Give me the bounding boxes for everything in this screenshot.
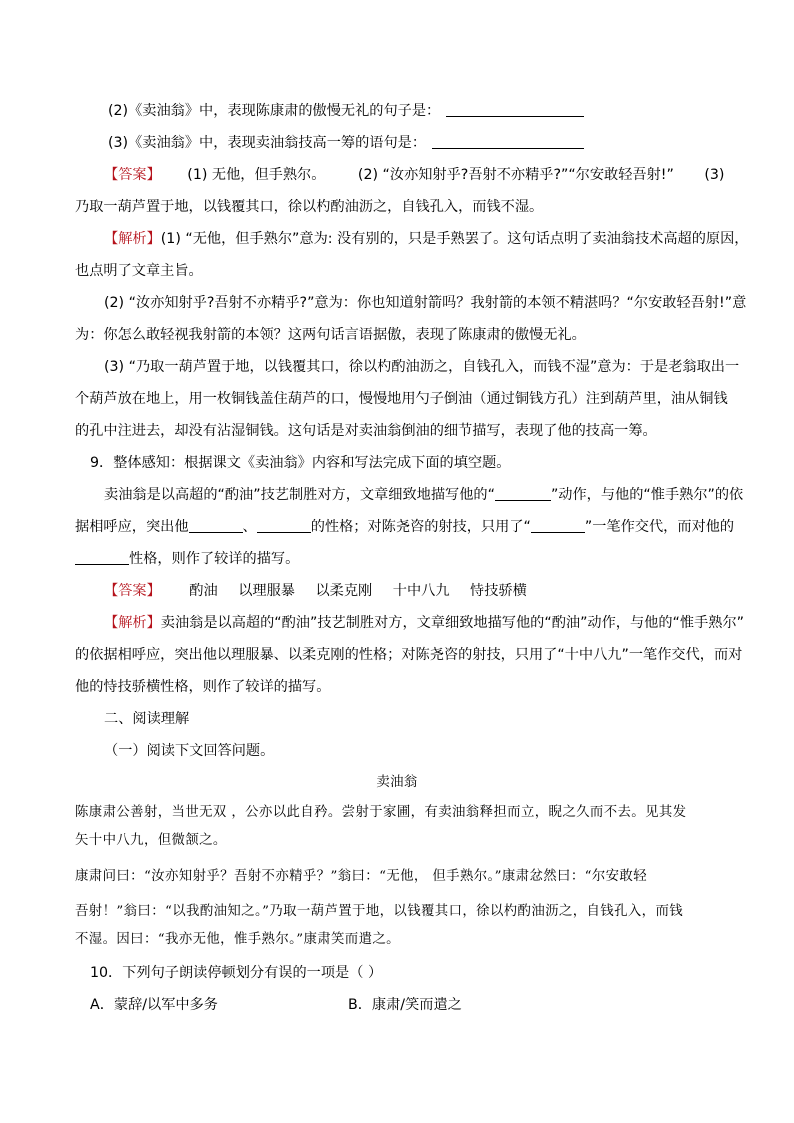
article-p2a: 康肃问曰：“汝亦知射乎？吾射不亦精乎？”翁曰：“无他， 但手熟尔。”康肃忿然曰：“尔安敢轻 <box>75 869 648 884</box>
question-10-title: 10．下列句子朗读停顿划分有误的一项是（ ） <box>90 965 383 981</box>
answer-1-line-1: 【答案】 (1) 无他，但手熟尔。 (2) “汝亦知射乎?吾射不亦精乎?”“尔安敢轻吾射!” (3) <box>104 167 725 183</box>
explanation-label: 【解析】 <box>104 231 161 247</box>
explanation-2-line-2: 的依据相呼应，突出他以理服暴、以柔克刚的性格；对陈尧咨的射技，只用了“十中八九”一笔作交代，而对 <box>75 647 743 663</box>
option-a: A．蒙辞/以军中多务 <box>90 997 218 1013</box>
article-p2b: 吾射！”翁曰：“以我酌油知之。”乃取一葫芦置于地，以钱覆其口，徐以杓酌油沥之，自钱孔入，而钱 <box>75 904 684 919</box>
question-9-title: 9．整体感知：根据课文《卖油翁》内容和写法完成下面的填空题。 <box>90 455 511 471</box>
explanation-1-p2b: 为：你怎么敢轻视我射箭的本领？这两句话言语据傲，表现了陈康肃的傲慢无礼。 <box>75 327 586 343</box>
answer-label: 【答案】 <box>104 167 161 183</box>
explanation-1-p1a: 【解析】(1) “无他，但手熟尔”意为: 没有别的，只是手熟罢了。这句话点明了卖油翁技术高超的原因， <box>104 231 749 247</box>
answer-1-line-2: 乃取一葫芦置于地，以钱覆其口，徐以杓酌油沥之，自钱孔入，而钱不湿。 <box>75 199 544 215</box>
section-sub: （一）阅读下文回答问题。 <box>104 743 275 759</box>
option-b: B．康肃/笑而遣之 <box>348 997 462 1013</box>
article-p2c: 不湿。因曰：“我亦无他，惟手熟尔。”康肃笑而遣之。 <box>75 932 400 947</box>
answer-blank <box>446 102 584 117</box>
explanation-1-p1b: 也点明了文章主旨。 <box>75 263 203 279</box>
answer-blank <box>432 134 584 149</box>
question-9-line-3: 性格，则作了较详的描写。 <box>75 549 299 569</box>
explanation-label: 【解析】 <box>104 615 161 631</box>
question-2: (2)《卖油翁》中，表现陈康肃的傲慢无礼的句子是： <box>108 101 584 121</box>
explanation-1-p3a: (3) “乃取一葫芦置于地，以钱覆其口，徐以杓酌油沥之，自钱孔入，而钱不湿”意为：于是老翁取出一 <box>104 359 740 375</box>
article-p1a: 陈康肃公善射，当世无双 ，公亦以此自矜。尝射于家圃，有卖油翁释担而立，睨之久而不去。见其发 <box>75 805 687 820</box>
explanation-1-p2a: (2) “汝亦知射乎?吾射不亦精乎?”意为：你也知道射箭吗？我射箭的本领不精湛吗？“尔安敢轻吾射!”意 <box>104 295 747 311</box>
explanation-1-p3c: 的孔中注进去，却没有沾湿铜钱。这句话是对卖油翁倒油的细节描写，表现了他的技高一筹。 <box>75 423 657 439</box>
answer-blank <box>531 518 585 533</box>
answer-2: 【答案】 酌油 以理服暴 以柔克刚 十中八九 恃技骄横 <box>104 583 527 599</box>
question-9-line-1: 卖油翁是以高超的“酌油”技艺制胜对方，文章细致地描写他的“ ”动作，与他的“惟手熟尔”的依 <box>104 487 744 503</box>
question-9-line-2: 据相呼应，突出他 、 的性格；对陈尧咨的射技，只用了“ ”一笔作交代，而对他的 <box>75 519 735 535</box>
article-p1b: 矢十中八九，但微颔之。 <box>75 833 227 848</box>
explanation-2-line-1: 【解析】卖油翁是以高超的“酌油”技艺制胜对方，文章细致地描写他的“酌油”动作，与他的“惟手熟尔” <box>104 615 744 631</box>
answer-blank <box>495 486 551 501</box>
explanation-2-line-3: 他的恃技骄横性格，则作了较详的描写。 <box>75 679 331 695</box>
answer-label: 【答案】 <box>104 583 161 599</box>
answer-blank <box>75 550 129 565</box>
answer-blank <box>257 518 311 533</box>
article-title: 卖油翁 <box>376 775 418 790</box>
explanation-1-p3b: 个葫芦放在地上，用一枚铜钱盖住葫芦的口，慢慢地用勺子倒油（通过铜钱方孔）注到葫芦里，油从铜钱 <box>75 391 728 407</box>
answer-blank <box>189 518 243 533</box>
section-heading: 二、阅读理解 <box>104 711 190 727</box>
question-3: (3)《卖油翁》中，表现卖油翁技高一筹的语句是： <box>108 133 584 153</box>
